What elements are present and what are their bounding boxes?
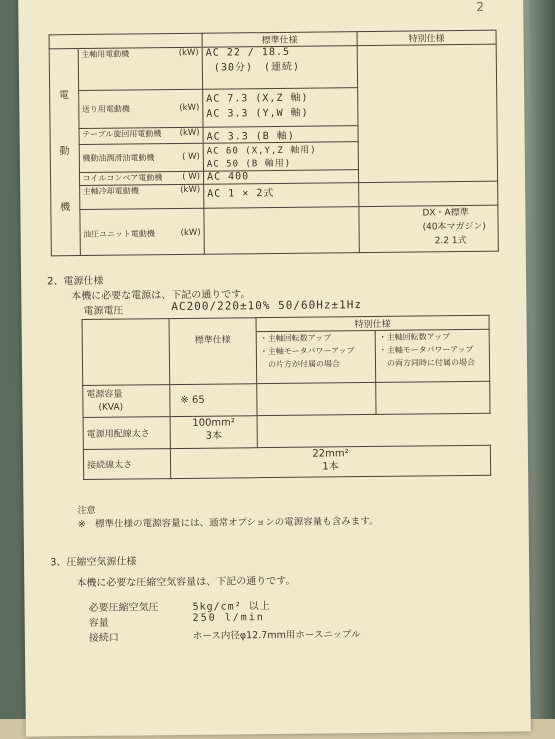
header-standard: 標準仕様 xyxy=(202,32,357,48)
row-unit: (kW) xyxy=(179,127,200,138)
row-name: 主軸用電動機 xyxy=(81,49,130,60)
label-line: 電源容量 xyxy=(86,389,123,400)
power-header-special: 特別仕様 xyxy=(256,315,489,331)
special-hydraulic xyxy=(359,205,498,252)
wire-label: 電源用配線太さ xyxy=(83,417,170,450)
row-unit: ( W) xyxy=(182,151,200,162)
motor-side-label xyxy=(49,49,80,256)
capacity-value: ※ 65 xyxy=(170,384,257,417)
special-line: ・主軸モータパワーアップ xyxy=(259,346,355,357)
air-pressure-label: 必要圧縮空気圧 xyxy=(88,602,159,614)
row-unit: (kW) xyxy=(180,227,201,238)
voltage-value: AC200/220±10% 50/60Hz±1Hz xyxy=(171,298,363,314)
special-line: 2.2 1式 xyxy=(434,235,467,247)
motor-spec-table xyxy=(49,30,499,257)
table-row xyxy=(79,127,204,144)
label-line: (KVA) xyxy=(98,402,124,413)
row-unit: ( W) xyxy=(182,171,201,182)
air-volume-value: 250 l/min xyxy=(192,612,265,624)
table-corner xyxy=(82,319,170,386)
row-value: AC 3.3 (B 軸) xyxy=(203,126,358,144)
table-row xyxy=(78,47,203,90)
special-line: ・主軸モータパワーアップ xyxy=(378,344,474,355)
note-title: 注意 xyxy=(77,505,96,517)
row-value: (30分) (連続) xyxy=(213,61,301,74)
row-value: AC 22 / 18.5 xyxy=(205,46,291,59)
air-port-value: ホース内径φ12.7mm用ホースニップル xyxy=(192,629,361,642)
table-row xyxy=(79,184,204,209)
air-volume-label: 容量 xyxy=(88,617,109,629)
special-line: の片方が付属の場合 xyxy=(267,359,341,370)
capacity-label xyxy=(83,385,170,418)
row-value: AC 7.3 (X,Z 軸) xyxy=(206,92,309,105)
special-empty xyxy=(357,44,497,182)
section3-intro: 本機に必要な圧縮空気容量は、下記の通りです。 xyxy=(76,575,296,590)
row-value: AC 50 (B 軸用) xyxy=(206,158,292,170)
row-unit: (kW) xyxy=(179,102,200,113)
row-unit: (kW) xyxy=(178,47,199,58)
special-option-1 xyxy=(256,330,376,383)
row-values xyxy=(203,142,358,172)
value-line: 100mm² xyxy=(192,417,235,429)
special-line: (40本マガジン) xyxy=(422,221,486,233)
row-name: 機動油潤滑油電動機 xyxy=(82,153,155,164)
section2-intro: 本機に必要な電源は、下記の通りです。 xyxy=(71,289,251,303)
table-row xyxy=(79,171,204,185)
row-value: AC 1 × 2式 xyxy=(204,183,359,209)
row-name: 主軸冷却電動機 xyxy=(82,186,139,196)
special-line: の両方同時に付属の場合 xyxy=(386,357,476,368)
power-spec-table xyxy=(82,315,492,480)
special-line: ・主軸回転数アップ xyxy=(259,333,332,344)
empty-cell xyxy=(257,413,490,447)
row-name: 油圧ユニット電動機 xyxy=(83,229,155,239)
air-port-label: 接続口 xyxy=(88,632,119,644)
row-values xyxy=(202,46,357,90)
page-number: 2 xyxy=(476,0,484,14)
special-empty xyxy=(376,381,490,414)
value-line: 1本 xyxy=(322,461,339,473)
row-value: AC 60 (X,Y,Z 軸用) xyxy=(206,145,317,157)
table-row xyxy=(79,208,204,255)
value-line: 3本 xyxy=(205,430,222,442)
table-row xyxy=(79,143,204,172)
row-name: 送り用電動機 xyxy=(81,104,130,115)
row-values-empty xyxy=(204,207,359,255)
special-option-2 xyxy=(375,329,490,382)
table-corner-2 xyxy=(78,33,203,48)
header-special: 特別仕様 xyxy=(357,30,496,45)
value-line: 22mm² xyxy=(312,448,349,460)
ground-label: 接続線太さ xyxy=(83,449,170,480)
side-label-char-1: 電 xyxy=(58,90,69,102)
special-empty xyxy=(257,382,376,415)
row-name: テーブル旋回用電動機 xyxy=(82,129,162,140)
wire-value xyxy=(170,416,257,449)
side-label-char-2: 動 xyxy=(59,146,70,158)
table-corner xyxy=(49,35,78,49)
row-unit: (kW) xyxy=(180,184,201,195)
row-values xyxy=(203,88,358,128)
section2-title: 2、電源仕様 xyxy=(47,275,104,288)
voltage-label: 電源電圧 xyxy=(83,305,124,317)
special-empty xyxy=(359,181,498,206)
side-label-char-3: 機 xyxy=(60,202,71,214)
note-text: ※ 標準仕様の電源容量には、通常オプションの電源容量も含みます。 xyxy=(77,515,379,531)
special-line: DX・A標準 xyxy=(422,207,469,219)
special-line: ・主軸回転数アップ xyxy=(378,332,451,342)
ground-value xyxy=(170,445,490,478)
row-name: コイルコンベア電動機 xyxy=(82,173,163,183)
air-pressure-value: 5kg/cm² 以上 xyxy=(192,601,271,613)
row-value: AC 400 xyxy=(203,170,358,185)
table-row xyxy=(78,89,203,128)
section3-title: 3、圧縮空気源仕様 xyxy=(50,556,137,569)
row-value: AC 3.3 (Y,W 軸) xyxy=(206,107,309,120)
power-header-standard: 標準仕様 xyxy=(169,318,257,385)
document-page xyxy=(18,0,531,737)
